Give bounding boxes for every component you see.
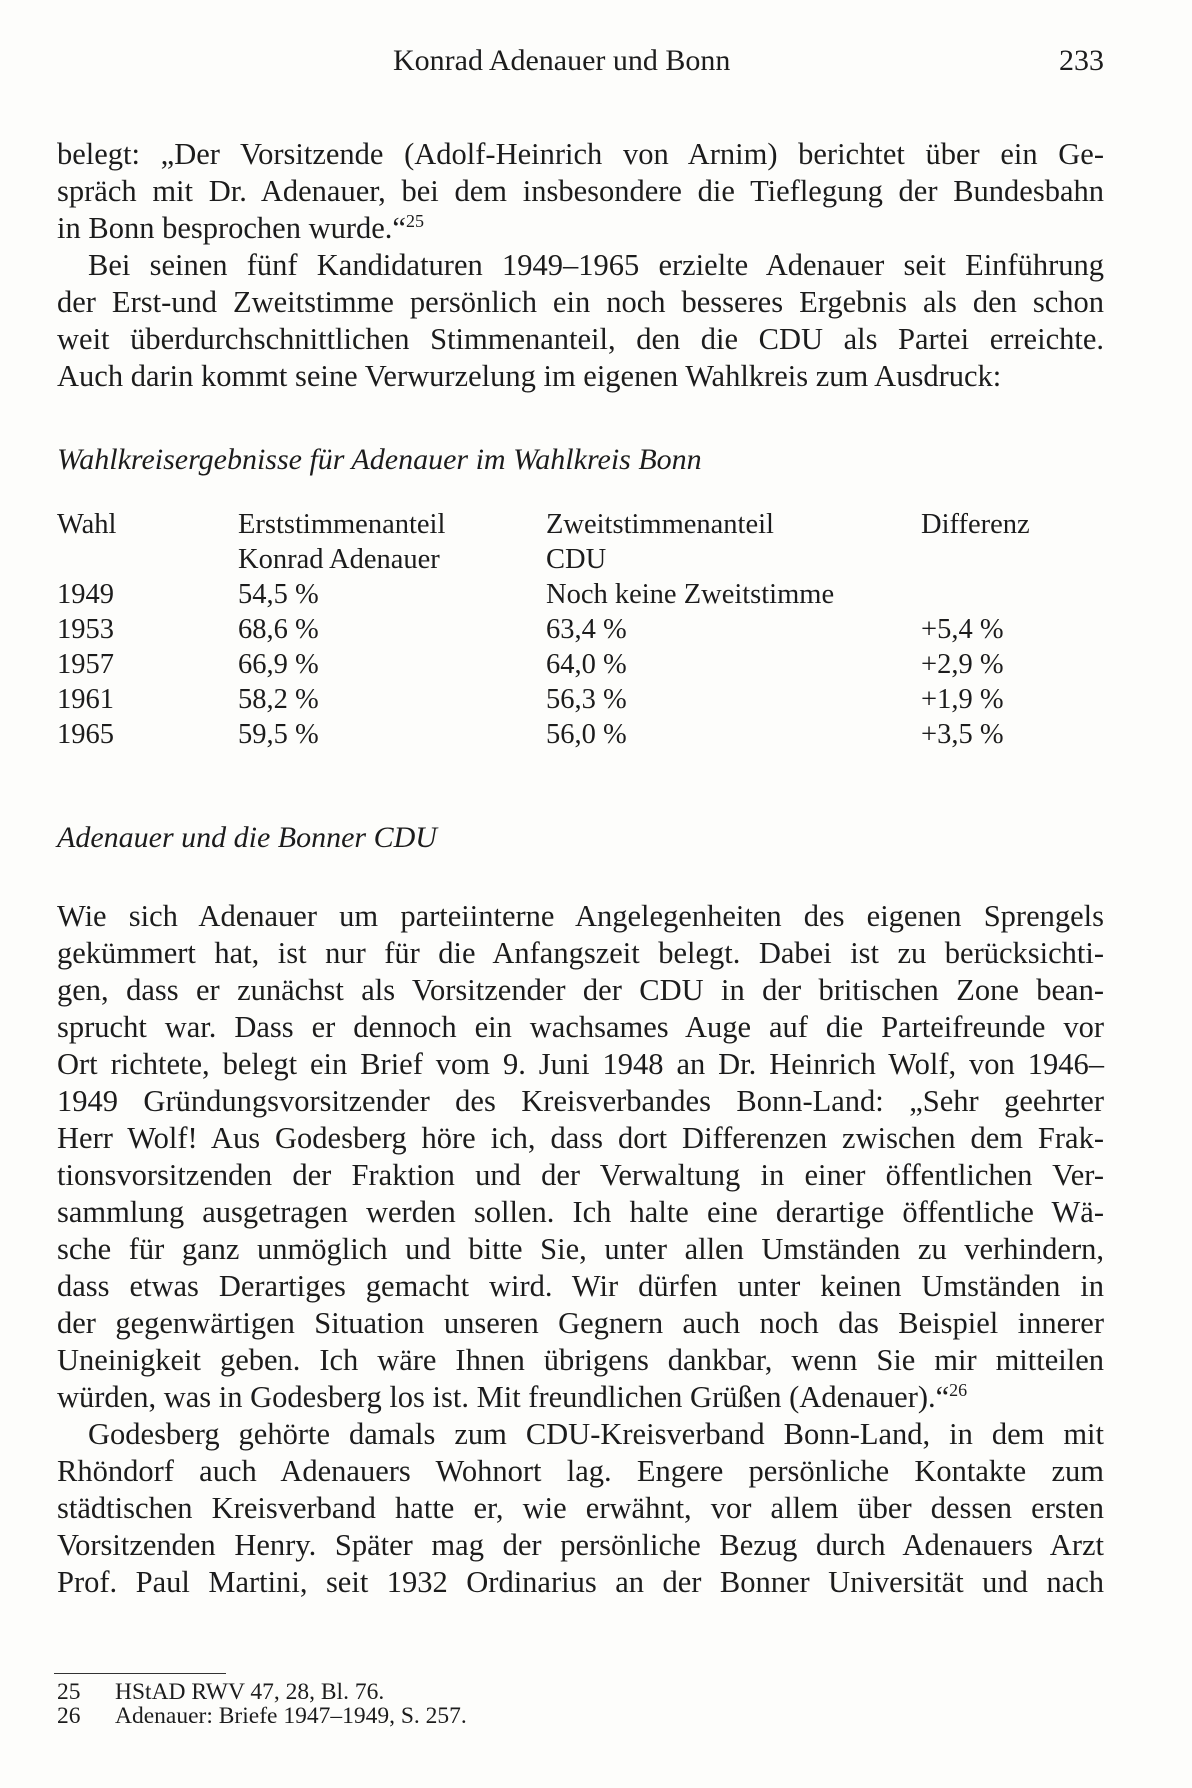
table-caption: Wahlkreisergebnisse für Adenauer im Wahlkreis Bonn: [57, 443, 702, 476]
table-row: [57, 612, 1104, 647]
footnote-item: [57, 1704, 1104, 1728]
table-header-row-2: [57, 542, 1104, 577]
column-header-wahl: Wahl: [57, 509, 117, 540]
text-line: gen, dass er zunächst als Vorsitzender der CDU in der britischen Zone bean-: [57, 973, 1104, 1007]
cell-differenz: +5,4 %: [921, 614, 1004, 645]
text-line: weit überdurchschnittlichen Stimmenanteil, den die CDU als Partei erreichte.: [57, 322, 1104, 356]
cell-zweitstimmen: 56,0 %: [546, 719, 627, 750]
footnote-text: HStAD RWV 47, 28, Bl. 76.: [115, 1679, 385, 1705]
cell-wahl: 1961: [57, 684, 114, 715]
cell-wahl: 1953: [57, 614, 114, 645]
column-header-zweitstimmen-sub: CDU: [546, 544, 607, 575]
footnote-number: 26: [57, 1703, 81, 1729]
text-line: in Bonn besprochen wurde.“$^{25}$: [57, 211, 424, 245]
cell-differenz: +1,9 %: [921, 684, 1004, 715]
table-header-row: [57, 507, 1104, 542]
text-line: belegt: „Der Vorsitzende (Adolf-Heinrich von Arnim) berichtet über ein Ge-: [57, 137, 1104, 171]
footnote-item: [57, 1680, 1104, 1704]
table-row: [57, 717, 1104, 752]
text-line: Ort richtete, belegt ein Brief vom 9. Juni 1948 an Dr. Heinrich Wolf, von 1946–: [57, 1047, 1104, 1081]
cell-erststimmen: 59,5 %: [238, 719, 319, 750]
text-line: Wie sich Adenauer um parteiinterne Angelegenheiten des eigenen Sprengels: [57, 899, 1104, 933]
cell-erststimmen: 66,9 %: [238, 649, 319, 680]
column-header-differenz: Differenz: [921, 509, 1030, 540]
column-header-zweitstimmen: Zweitstimmenanteil: [546, 509, 774, 540]
cell-zweitstimmen: 64,0 %: [546, 649, 627, 680]
text-line: der Erst-und Zweitstimme persönlich ein noch besseres Ergebnis als den schon: [57, 285, 1104, 319]
text-line: gekümmert hat, ist nur für die Anfangszeit belegt. Dabei ist zu berücksichti-: [57, 936, 1104, 970]
cell-erststimmen: 58,2 %: [238, 684, 319, 715]
text-line: 1949 Gründungsvorsitzender des Kreisverbandes Bonn-Land: „Sehr geehrter: [57, 1084, 1104, 1118]
text-line: dass etwas Derartiges gemacht wird. Wir dürfen unter keinen Umständen in: [57, 1269, 1104, 1303]
table-row: [57, 647, 1104, 682]
text-line: sprucht war. Dass er dennoch ein wachsames Auge auf die Parteifreunde vor: [57, 1010, 1104, 1044]
text-line: Auch darin kommt seine Verwurzelung im eigenen Wahlkreis zum Ausdruck:: [57, 359, 1002, 393]
footnote-number: 25: [57, 1679, 81, 1705]
cell-erststimmen: 54,5 %: [238, 579, 319, 610]
table-row: [57, 682, 1104, 717]
column-header-erststimmen-sub: Konrad Adenauer: [238, 544, 440, 575]
footnote-reference[interactable]: 25: [405, 211, 424, 231]
footnote-divider: [54, 1673, 226, 1674]
paragraph-godesberg: [57, 1416, 1104, 1601]
paragraph-bonner-cdu: [57, 898, 1104, 1416]
footnotes: [57, 1680, 1104, 1728]
section-heading: Adenauer und die Bonner CDU: [57, 821, 437, 854]
text-line: Bei seinen fünf Kandidaturen 1949–1965 erzielte Adenauer seit Einführung: [88, 248, 1104, 282]
paragraph-kandidaturen: [57, 247, 1104, 395]
cell-erststimmen: 68,6 %: [238, 614, 319, 645]
cell-zweitstimmen: 56,3 %: [546, 684, 627, 715]
page-number: 233: [1059, 44, 1104, 77]
text-line: Rhöndorf auch Adenauers Wohnort lag. Engere persönliche Kontakte zum: [57, 1454, 1104, 1488]
running-title: Konrad Adenauer und Bonn: [393, 44, 731, 77]
cell-wahl: 1965: [57, 719, 114, 750]
text-line: Vorsitzenden Henry. Später mag der persönliche Bezug durch Adenauers Arzt: [57, 1528, 1104, 1562]
cell-wahl: 1957: [57, 649, 114, 680]
footnote-text: Adenauer: Briefe 1947–1949, S. 257.: [115, 1703, 467, 1729]
footnote-reference[interactable]: 26: [949, 1380, 968, 1400]
table-row: [57, 577, 1104, 612]
text-line: Uneinigkeit geben. Ich wäre Ihnen übrigens dankbar, wenn Sie mir mitteilen: [57, 1343, 1104, 1377]
cell-zweitstimmen: Noch keine Zweitstimme: [546, 579, 835, 610]
text-line: würden, was in Godesberg los ist. Mit freundlichen Grüßen (Adenauer).“$^{26}$: [57, 1380, 968, 1414]
text-line: Prof. Paul Martini, seit 1932 Ordinarius an der Bonner Universität und nach: [57, 1565, 1104, 1599]
cell-wahl: 1949: [57, 579, 114, 610]
text-line: Godesberg gehörte damals zum CDU-Kreisverband Bonn-Land, in dem mit: [88, 1417, 1104, 1451]
cell-zweitstimmen: 63,4 %: [546, 614, 627, 645]
text-line: der gegenwärtigen Situation unseren Gegnern auch noch das Beispiel innerer: [57, 1306, 1104, 1340]
running-head: [57, 41, 1104, 81]
text-line: sche für ganz unmöglich und bitte Sie, unter allen Umständen zu verhindern,: [57, 1232, 1104, 1266]
paragraph-continuation: [57, 136, 1104, 247]
text-line: Herr Wolf! Aus Godesberg höre ich, dass dort Differenzen zwischen dem Frak-: [57, 1121, 1104, 1155]
column-header-erststimmen: Erststimmenanteil: [238, 509, 446, 540]
text-line: spräch mit Dr. Adenauer, bei dem insbesondere die Tieflegung der Bundesbahn: [57, 174, 1104, 208]
text-line: städtischen Kreisverband hatte er, wie erwähnt, vor allem über dessen ersten: [57, 1491, 1104, 1525]
cell-differenz: +2,9 %: [921, 649, 1004, 680]
text-line: tionsvorsitzenden der Fraktion und der Verwaltung in einer öffentlichen Ver-: [57, 1158, 1104, 1192]
election-results-table: [57, 507, 1104, 752]
cell-differenz: +3,5 %: [921, 719, 1004, 750]
text-line: sammlung ausgetragen werden sollen. Ich halte eine derartige öffentliche Wä-: [57, 1195, 1104, 1229]
